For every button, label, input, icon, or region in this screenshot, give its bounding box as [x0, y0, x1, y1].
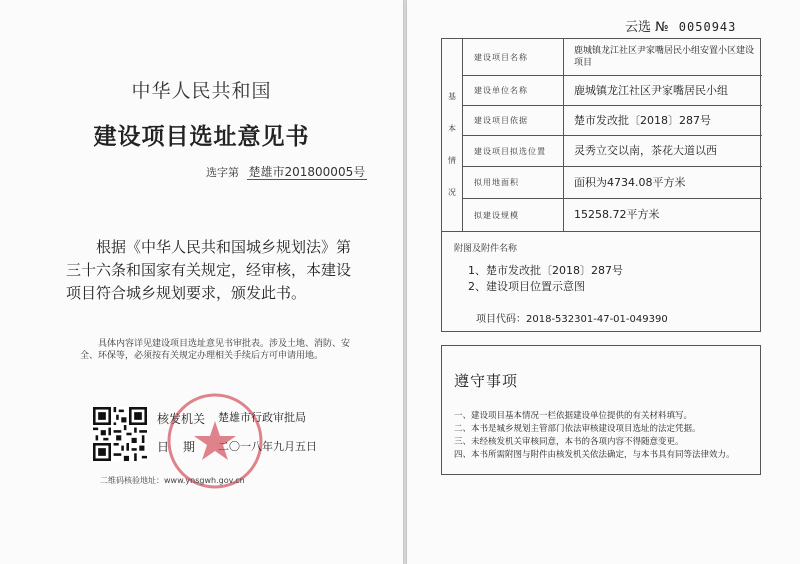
- row-value: 鹿城镇龙江社区尹家嘴居民小组: [574, 83, 728, 97]
- row-value: 15258.72平方米: [574, 208, 660, 221]
- certificate-note: 具体内容详见建设项目选址意见书审批表。涉及土地、消防、安全、环保等，必须按有关规定办理相关手续后方可申请用地。: [80, 339, 351, 361]
- project-code: 项目代码：2018-532301-47-01-049390: [476, 314, 668, 325]
- side-char: 况: [448, 188, 456, 197]
- row-value: 鹿城镇龙江社区尹家嘴居民小组安置小区建设项目: [574, 46, 755, 68]
- row-value: 楚市发改批〔2018〕287号: [574, 113, 711, 127]
- side-char: 本: [448, 124, 456, 133]
- table-row: [462, 167, 762, 199]
- attachment-item: 2、建设项目位置示意图: [468, 280, 585, 293]
- certificate-body-text: 根据《中华人民共和国城乡规划法》第三十六条和国家有关规定，经审核，本建设项目符合城乡规划要求，颁发此书。: [66, 238, 352, 302]
- table-row: [462, 76, 762, 106]
- table-row: [462, 106, 762, 136]
- table-row: [462, 39, 762, 76]
- row-label: 拟建设规模: [462, 199, 564, 231]
- table-row: [462, 136, 762, 167]
- attachments-title: 附图及附件名称: [454, 244, 518, 254]
- certificate-right-page: [407, 0, 800, 564]
- notice-item: 一、建设项目基本情况一栏依据建设单位提供的有关材料填写。: [454, 411, 693, 421]
- notice-title: 遵守事项: [454, 372, 519, 390]
- date-label: 日 期: [157, 440, 197, 454]
- row-label: 建设项目名称: [462, 39, 564, 75]
- issuer-value: 楚雄市行政审批局: [218, 411, 306, 424]
- qr-code-icon: [93, 407, 147, 461]
- verify-url: 二维码核验地址：www.ynsgwh.gov.cn: [100, 476, 245, 485]
- row-value: 灵秀立交以南，茶花大道以西: [574, 144, 717, 157]
- notice-item: 三、未经核发机关审核同意，本书的各项内容不得随意变更。: [454, 437, 684, 447]
- document-title: 建设项目选址意见书: [93, 124, 310, 150]
- date-value: 二〇一八年九月五日: [218, 440, 317, 453]
- basic-info-side-label: [442, 39, 463, 231]
- issuer-label: 核发机关: [157, 412, 206, 426]
- serial-number-label: 云选 №: [625, 20, 669, 35]
- certificate-number: [206, 163, 367, 180]
- certificate-number-label: 选字第: [206, 166, 239, 179]
- notice-item: 二、本书是城乡规划主管部门依法审核建设项目选址的法定凭据。: [454, 424, 701, 434]
- certificate-number-value: 楚雄市201800005号: [248, 165, 366, 179]
- attachment-item: 1、楚市发改批〔2018〕287号: [468, 264, 623, 277]
- title-country: 中华人民共和国: [131, 80, 272, 102]
- row-label: 拟用地面积: [462, 167, 564, 198]
- attachments-section: [441, 232, 761, 332]
- side-char: 基: [448, 92, 456, 101]
- table-row: [462, 199, 762, 231]
- row-label: 建设项目依据: [462, 106, 564, 135]
- serial-number: [625, 16, 736, 35]
- notice-item: 四、本书所需附图与附件由核发机关依法确定，与本书具有同等法律效力。: [454, 450, 735, 460]
- basic-info-table: [441, 38, 761, 232]
- side-char: 情: [448, 156, 456, 165]
- row-value: 面积为4734.08平方米: [574, 175, 686, 189]
- row-label: 建设项目拟选位置: [462, 136, 564, 166]
- notice-section: [441, 345, 761, 475]
- row-label: 建设单位名称: [462, 76, 564, 105]
- serial-number-value: 0050943: [678, 20, 737, 34]
